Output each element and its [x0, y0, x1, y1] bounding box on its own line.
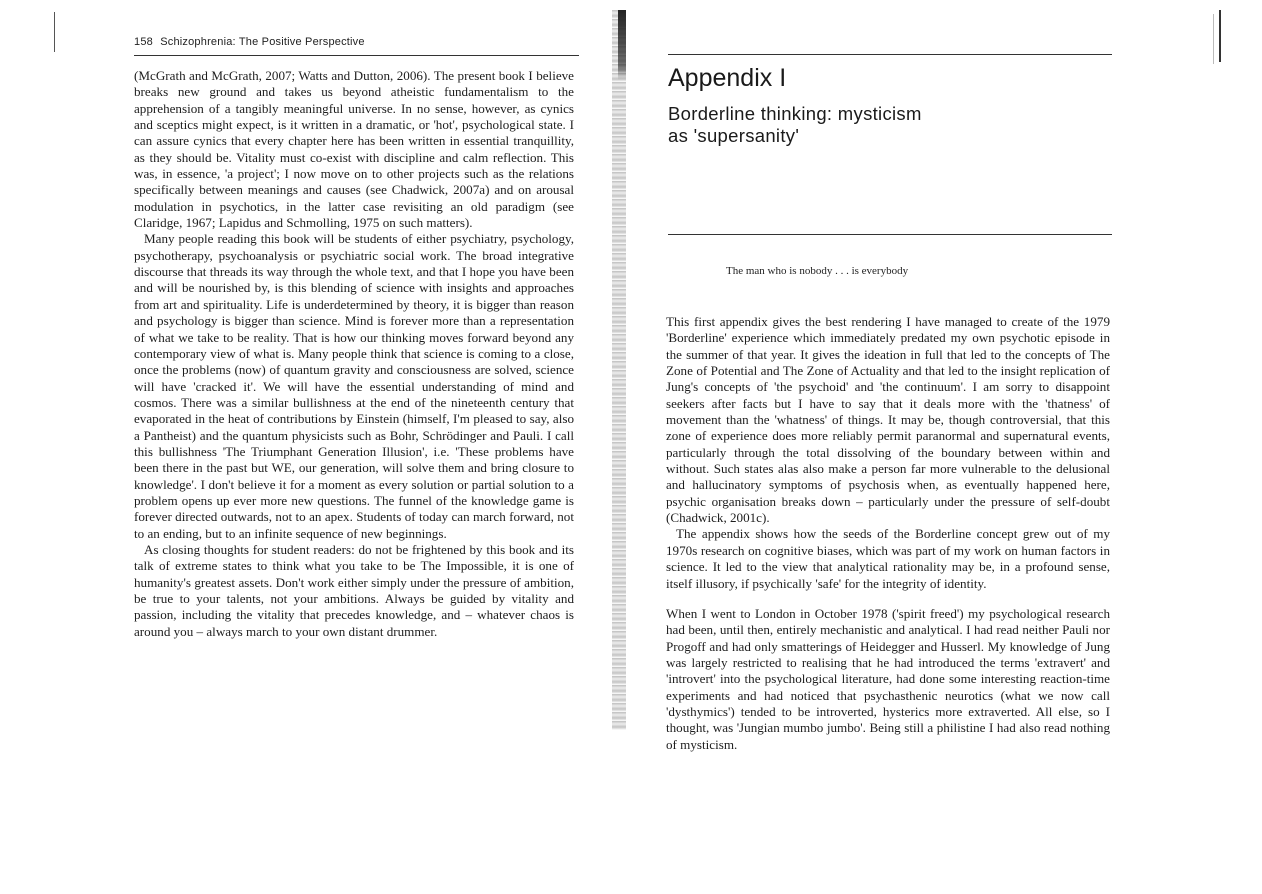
paragraph: When I went to London in October 1978 ('spirit freed') my psychological research had been, until then, entirely mechanistic and analytical. I had read neither Pauli nor Progoff and had only smatterings of Heidegger and Husserl. My knowledge of Jung was largely restricted to realising that he had introduced the terms 'extravert' and 'introvert' into the psychological literature, had done some interesting reaction-time experiments and had noticed that psychasthenic neurotics (what we now call 'dysthymics') tended to be introverted, hysterics more extraverted. All else, so I thought, was 'Jungian mumbo jumbo'. Being still a philistine I had also read nothing of mysticism.	[666, 605, 1110, 752]
epigraph: The man who is nobody . . . is everybody	[726, 265, 909, 277]
margin-mark	[54, 12, 55, 52]
edge-mark	[1213, 14, 1214, 64]
left-body-text	[134, 68, 574, 640]
paragraph: Many people reading this book will be students of either psychiatry, psychology, psychotherapy, psychoanalysis or psychiatric social work. The broad integrative discourse that threads its way through the whole text, and that I hope you have been and will be nourished by, is this blending of science with insights and approaches from art and spirituality. Life is underdetermined by theory, it is bigger than reason and psychology is bigger than science. Mind is forever more than a representation of what we take to be reality. That is how our thinking moves forward beyond any contemporary view of what is. Many people think that science is coming to a close, once the problems (now) of quantum gravity and consciousness are solved, science will have 'cracked it'. We will have the essential understanding of mind and cosmos. There was a similar bullishness at the end of the nineteenth century that evaporated in the heat of contributions by Einstein (himself, I'm pleased to say, also a Pantheist) and the quantum physicists such as Bohr, Schrödinger and Pauli. I call this bullishness 'The Triumphant Generation Illusion', i.e. 'These problems have been there in the past but WE, our generation, will solve them and bring closure to knowledge'. I don't believe it for a moment as every solution or partial solution to a problem opens up ever more new questions. The funnel of the knowledge game is forever directed outwards, not to an apex. Students of today can march forward, not to an ending, but to an infinite sequence of new beginnings.	[134, 231, 574, 541]
running-head-title: Schizophrenia: The Positive Perspective	[160, 36, 365, 48]
title-line: Borderline thinking: mysticism	[668, 103, 922, 124]
appendix-title	[668, 103, 1068, 147]
appendix-label: Appendix I	[668, 64, 787, 92]
paragraph: (McGrath and McGrath, 2007; Watts and Dutton, 2006). The present book I believe breaks new ground and takes us beyond atheistic fundamentalism to the apprehension of a tangibly meaningful universe. In no sense, however, as cynics and sceptics might expect, is it written in a dramatic, or 'hot', psychological state. I can assure cynics that every chapter here has been written in essential tranquillity, as they should be. Vitality must co-exist with discipline and calm reflection. This was, in essence, 'a project'; I now move on to other projects such as the relations specifically between meanings and causes (see Chadwick, 2007a) and on arousal modulation in psychotics, in the latter case revisiting an old paradigm (see Claridge, 1967; Lapidus and Schmolling, 1975 on such matters).	[134, 68, 574, 231]
page-number: 158	[134, 36, 153, 48]
section-rule	[668, 234, 1112, 235]
title-line: as 'supersanity'	[668, 125, 800, 146]
paragraph: This first appendix gives the best rendering I have managed to create of the 1979 'Borderline' experience which immediately predated my own psychotic episode in the summer of that year. It gives the ideation in full that led to the concepts of The Zone of Potential and The Zone of Actuality and that led to the insight replication of Jung's concepts of 'the psychoid' and 'the continuum'. I am sorry to disappoint seekers after facts but I have to say that it deals more with the 'thatness' of movement than the 'whatness' of things. It may be, though controversial, that this zone of experience does more reliably permit paranormal and supernatural events, particularly through the total dissolving of the boundary between within and without. Such states alas also make a person far more vulnerable to the delusional and hallucinatory symptoms of psychosis when, as eventually happened here, psychic organisation breaks down – particularly under the pressure of self-doubt (Chadwick, 2001c).	[666, 314, 1110, 526]
right-page	[630, 0, 1262, 894]
edge-mark	[1219, 10, 1221, 62]
header-rule	[134, 55, 579, 56]
top-rule	[668, 54, 1112, 55]
paragraph: The appendix shows how the seeds of the Borderline concept grew out of my 1970s research on cognitive biases, which was part of my work on human factors in science. It led to the view that analytical rationality may be, in a profound sense, itself illusory, if psychically 'safe' for the integrity of identity.	[666, 526, 1110, 591]
running-head	[134, 36, 579, 48]
paragraph: As closing thoughts for student readers: do not be frightened by this book and its talk of extreme states to think what you take to be The Impossible, it is one of humanity's greatest assets. Don't work either simply under the pressure of ambition, be true to your talents, not your ambitions. Always be guided by vitality and passion, including the vitality that precedes knowledge, and – whatever chaos is around you – always march to your own distant drummer.	[134, 541, 574, 639]
gutter-shadow	[612, 10, 626, 730]
left-page	[0, 0, 630, 894]
right-body-text	[666, 314, 1110, 753]
